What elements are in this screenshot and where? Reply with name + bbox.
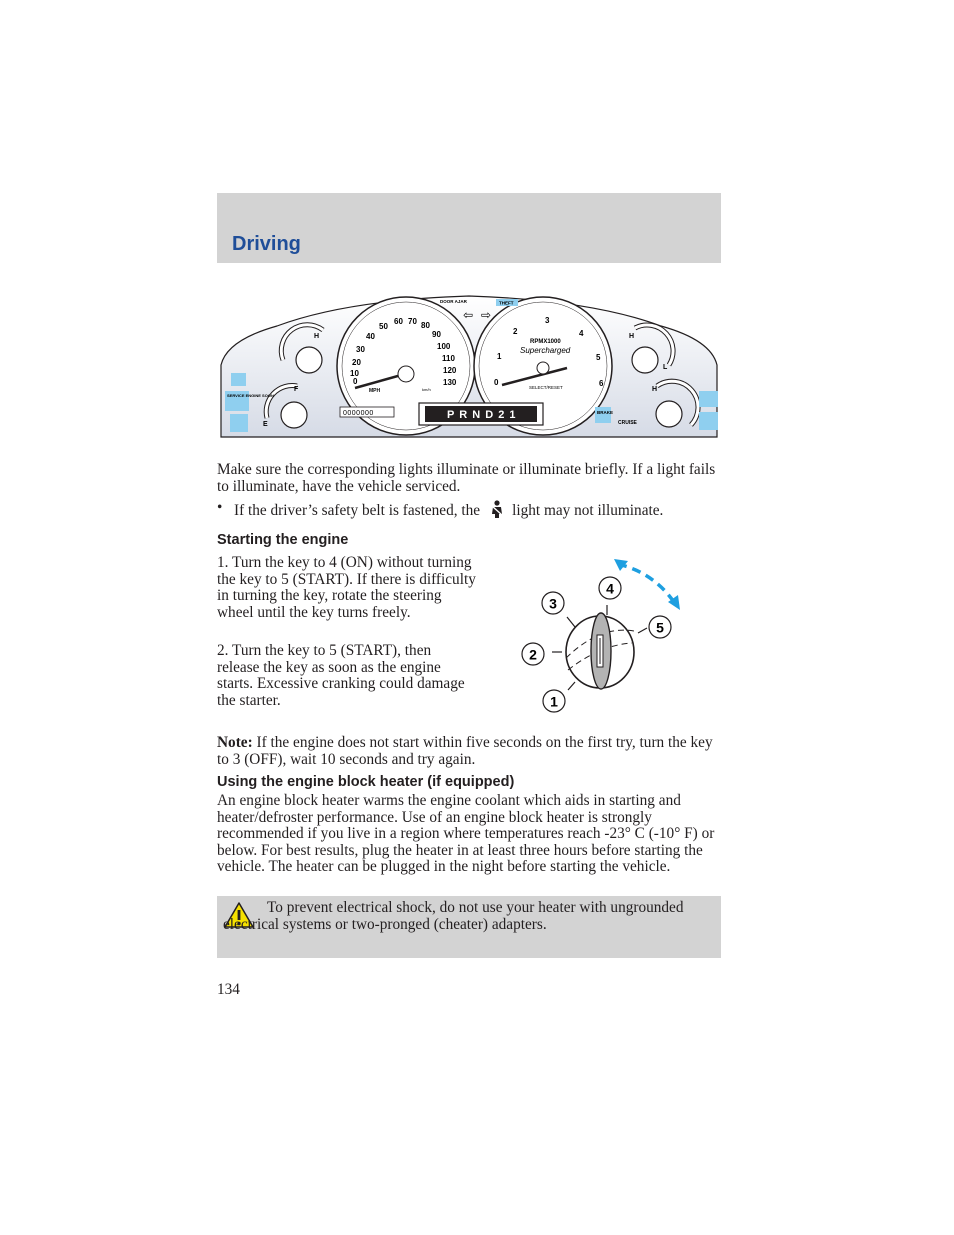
tach-tick: 1 [497,352,502,361]
service-engine-soon-label: SERVICE ENGINE SOON [227,393,274,398]
note-text: If the engine does not start within five seconds on the first try, turn the key to 3 (OFF), wait 10 seconds and try again. [217,734,713,768]
speedo-tick: 30 [356,345,365,354]
warning-box [217,896,721,958]
tach-tick: 0 [494,378,499,387]
section-title: Driving [232,233,301,255]
speedo-tick: 110 [442,354,455,363]
bullet-text-before: If the driver’s safety belt is fastened, the [234,502,481,519]
key-position-2-label: 2 [529,646,537,663]
seatbelt-light-icon [230,414,248,432]
odometer-display: 0000000 [343,410,374,417]
bullet-text-after: light may not illuminate. [512,502,664,519]
speedo-tick: 0 [353,377,358,386]
overdrive-icon [231,373,246,386]
intro-paragraph: Make sure the corresponding lights illuminate or illuminate briefly. If a light fails to illuminate, have the vehicle serviced. [217,461,716,495]
section-header-bar [217,193,721,263]
tach-tick: 6 [599,379,604,388]
left-turn-icon: ⇦ [463,308,474,322]
step-2-text: 2. Turn the key to 5 (START), then release the key as soon as the engine starts. Excessive cranking could damage the starter. [217,642,465,709]
instrument-cluster-illustration [217,290,721,440]
door-ajar-label: DOOR AJAR [440,299,467,304]
speedo-tick: 100 [437,342,451,351]
bullet-text [234,500,663,520]
gauge-f-label: F [294,386,299,393]
note-paragraph [217,735,721,768]
speedo-tick: 50 [379,322,388,331]
gauge-h-label: H [314,333,320,340]
speedo-tick: 120 [443,366,457,375]
warning-text: To prevent electrical shock, do not use your heater with ungrounded electrical systems or two-pronged (cheater) adapters. [223,899,684,933]
right-turn-icon: ⇨ [481,308,492,322]
gauge-e-label: E [263,421,268,428]
speedo-tick: 20 [352,358,361,367]
tach-label: RPMX1000 [530,339,561,345]
speedo-unit: MPH [369,388,381,394]
speedo-tick: 40 [366,332,375,341]
tach-tick: 4 [579,329,584,338]
key-position-1-label: 1 [550,693,558,710]
gauge-l-label: L [663,364,668,371]
seatbelt-icon [489,500,505,518]
speedo-tick: 10 [350,369,359,378]
theft-label: THEFT [499,300,514,306]
brake-label: BRAKE [597,410,614,415]
note-label: Note: [217,734,253,751]
speedo-tick: 70 [408,317,417,326]
gauge-h-label: H [652,386,658,393]
tach-script: Supercharged [520,346,571,355]
four-wheel-drive-icon [699,391,718,407]
block-heater-paragraph: An engine block heater warms the engine coolant which aids in starting and heater/defroster performance. Use of an engine block heater is strongly recommended if you live in a region where temperatures reach -23° C (-10° F) or below. For best results, plug the heater in at least three hours before starting the vehicle. The heater can be plugged in the night before starting the vehicle. [217,792,715,875]
step-1-text: 1. Turn the key to 4 (ON) without turning the key to 5 (START). If there is difficulty in turning the key, rotate the steering wheel until the key turns freely. [217,554,476,621]
speedo-tick: 80 [421,321,430,330]
tach-tick: 3 [545,316,550,325]
key-position-5-label: 5 [656,619,664,636]
gauge-h-label: H [629,333,635,340]
speedo-tick: 60 [394,317,403,326]
speedo-tick: 130 [443,378,457,387]
tach-tick: 5 [596,353,601,362]
prnd-indicator: P R N D 2 1 [447,409,517,421]
block-heater-heading: Using the engine block heater (if equipped) [217,774,515,790]
key-position-4-label: 4 [606,580,614,597]
airbag-light-icon [699,412,718,430]
starting-engine-heading: Starting the engine [217,532,349,548]
ignition-key-diagram [510,555,690,720]
kmh-unit: km/h [422,387,431,392]
cruise-label: CRUISE [618,420,637,426]
speedo-tick: 90 [432,330,441,339]
tach-tick: 2 [513,327,518,336]
key-position-3-label: 3 [549,595,557,612]
bullet-dot: • [217,499,223,516]
page-number: 134 [217,981,240,998]
select-reset-label: SELECT/RESET [529,385,563,390]
